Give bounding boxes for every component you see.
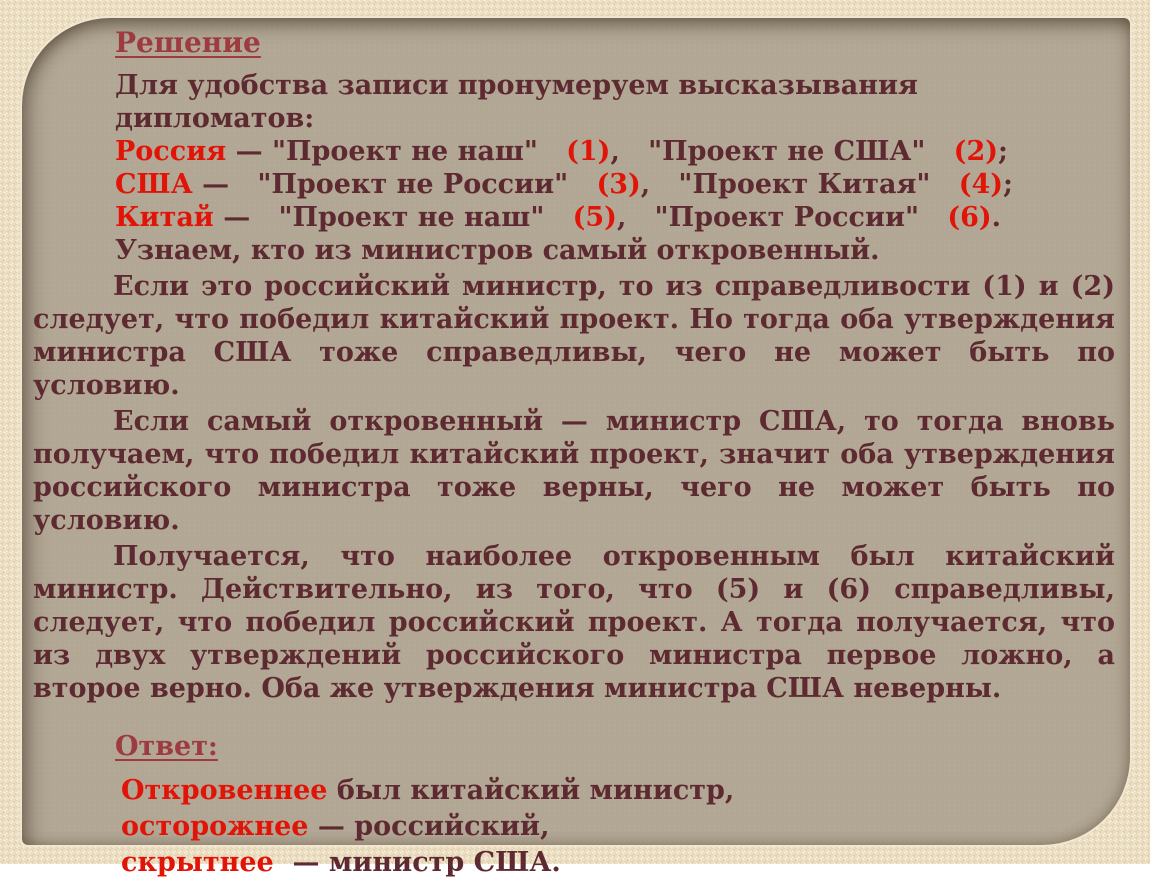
statement-usa	[115, 168, 1115, 201]
statement-russia	[115, 135, 1115, 168]
statement-russia-text2: "Проект не США"	[648, 136, 954, 167]
solution-heading: Решение	[115, 26, 261, 59]
statement-china-end: .	[991, 202, 1002, 233]
reasoning-paragraph-1: Если это российский министр, то из справедливости (1) и (2) следует, что победил китайский проект. Но тогда оба утверждения министра США тоже справедливы, чего не может быть по условию.	[33, 271, 1115, 401]
answer-line-secretive	[121, 845, 1115, 881]
statement-china-text2: "Проект России"	[654, 202, 948, 233]
statement-china-sep: ,	[616, 202, 655, 233]
statement-number-4: (4)	[958, 169, 1004, 200]
statement-russia-end: ;	[998, 136, 1008, 167]
statement-usa-end: ;	[1003, 169, 1013, 200]
intro-line: Для удобства записи пронумеруем высказывания дипломатов:	[115, 70, 928, 134]
statement-number-6: (6)	[947, 202, 992, 233]
reasoning-paragraph-3: Получается, что наиболее откровенным был китайский министр. Действительно, из того, что (5) и (6) справедливы, следует, что победил российский проект. А тогда получается, что из двух утверждений российского министра первое ложно, а второе верно. Оба же утверждения министра США неверны.	[33, 541, 1115, 704]
answer-text-cautious: — российский,	[308, 811, 550, 842]
answer-heading: Ответ:	[115, 731, 218, 762]
answer-keyword-cautious: осторожнее	[121, 811, 309, 842]
country-label-china: Китай	[115, 202, 214, 233]
statement-russia-text: — "Проект не наш"	[226, 136, 567, 167]
country-label-russia: Россия	[115, 136, 227, 167]
reasoning-paragraph-2: Если самый откровенный — министр США, то тогда вновь получаем, что победил китайский проект, значит оба утверждения российского министра тоже верны, чего не может быть по условию.	[33, 406, 1115, 536]
task-line: Узнаем, кто из министров самый откровенный.	[115, 235, 880, 266]
answer-keyword-frank: Откровеннее	[121, 775, 328, 806]
statement-usa-text: — "Проект не России"	[192, 169, 597, 200]
statement-number-1: (1)	[566, 136, 611, 167]
statement-russia-sep: ,	[610, 136, 649, 167]
statement-number-2: (2)	[953, 136, 999, 167]
statement-china	[115, 201, 1115, 234]
statement-number-3: (3)	[596, 169, 641, 200]
answer-text-secretive: — министр США.	[273, 847, 561, 878]
statement-usa-text2: "Проект Китая"	[678, 169, 959, 200]
answer-text-frank: был китайский министр,	[327, 775, 735, 806]
slide-text-block	[33, 26, 1115, 881]
answer-keyword-secretive: скрытнее	[121, 847, 274, 878]
answer-line-frank	[121, 773, 1115, 809]
statement-usa-sep: ,	[640, 169, 679, 200]
answer-line-cautious	[121, 809, 1115, 845]
statement-number-5: (5)	[572, 202, 617, 233]
statement-china-text: — "Проект не наш"	[213, 202, 573, 233]
country-label-usa: США	[115, 169, 193, 200]
